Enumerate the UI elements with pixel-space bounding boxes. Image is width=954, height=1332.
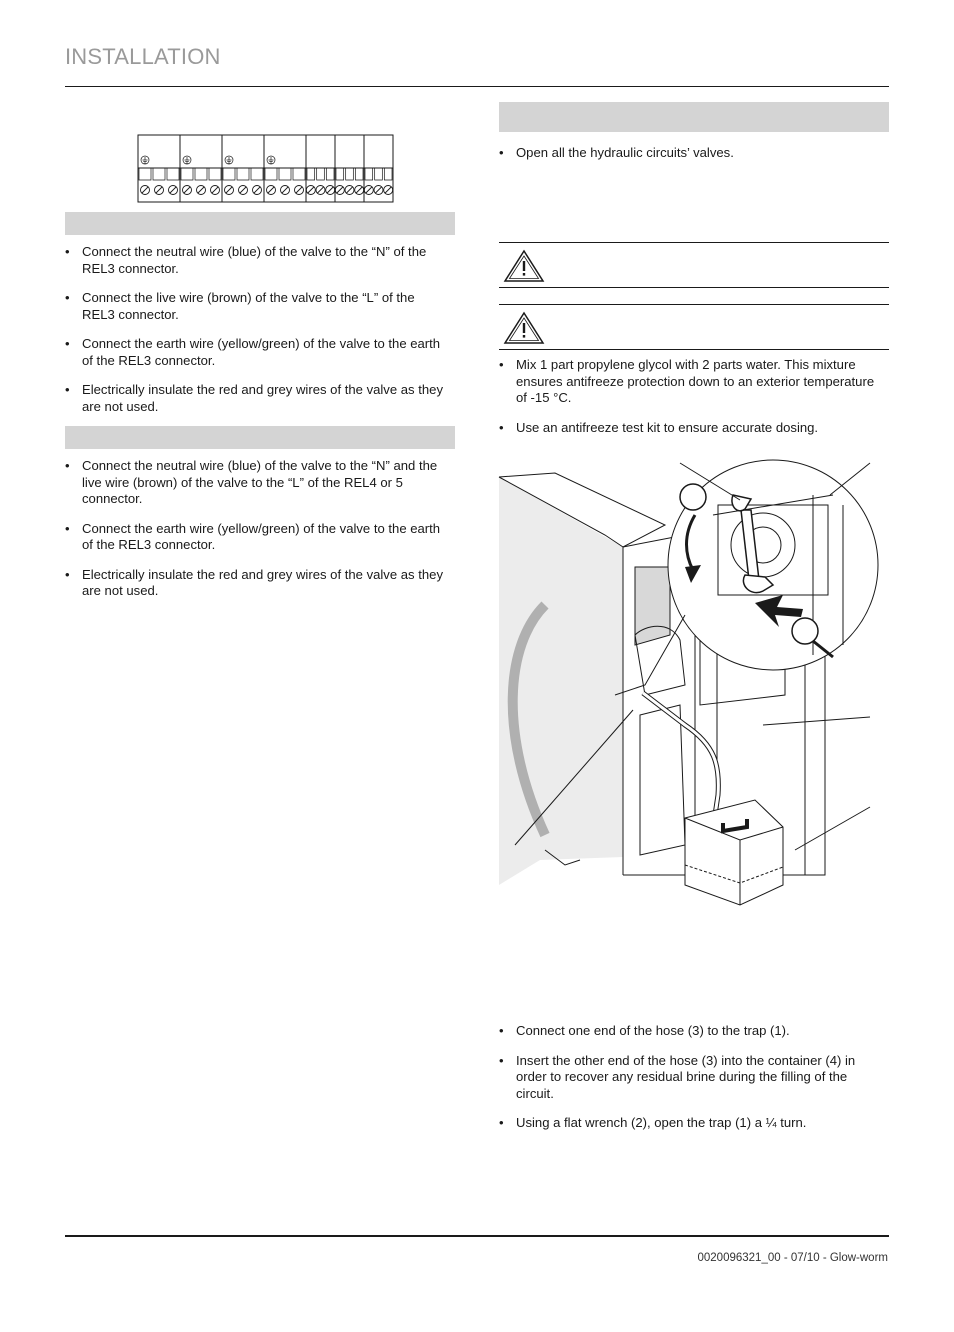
hose-list: [499, 1023, 879, 1145]
right-section1-list: [499, 145, 879, 175]
section-header-bar: [65, 212, 455, 235]
warning-triangle-icon: [503, 249, 545, 283]
heat-pump-drain-illustration: [485, 455, 885, 920]
list-item: • Connect the neutral wire (blue) of the valve to the “N” and the live wire (brown) of the valve to the “L” of the REL4 or 5 connector.: [65, 458, 450, 508]
glycol-list: [499, 357, 879, 449]
earth-symbol-icon: [267, 156, 275, 164]
earth-symbol-icon: [141, 156, 149, 164]
left-section1-list: [65, 244, 450, 428]
section-header-bar: [65, 426, 455, 449]
warning-triangle-icon: [503, 311, 545, 345]
list-item: • Open all the hydraulic circuits’ valves.: [499, 145, 879, 162]
header-rule: [65, 86, 889, 87]
warning-box: [499, 242, 889, 288]
list-item: • Connect one end of the hose (3) to the trap (1).: [499, 1023, 879, 1040]
page-title: INSTALLATION: [65, 44, 221, 69]
list-item: • Using a flat wrench (2), open the trap (1) a ¼ turn.: [499, 1115, 879, 1132]
earth-symbol-icon: [225, 156, 233, 164]
earth-symbol-icon: [183, 156, 191, 164]
footer-text: 0020096321_00 - 07/10 - Glow-worm: [697, 1252, 888, 1264]
terminal-block-diagram: [137, 134, 395, 204]
left-section2-list: [65, 458, 450, 613]
list-item: • Connect the neutral wire (blue) of the valve to the “N” of the REL3 connector.: [65, 244, 450, 277]
list-item: • Mix 1 part propylene glycol with 2 parts water. This mixture ensures antifreeze protection down to an exterior temperature of -15 °C.: [499, 357, 879, 407]
footer-rule: [65, 1235, 889, 1237]
list-item: • Electrically insulate the red and grey wires of the valve as they are not used.: [65, 567, 450, 600]
list-item: • Insert the other end of the hose (3) into the container (4) in order to recover any residual brine during the filling of the circuit.: [499, 1053, 879, 1103]
list-item: • Connect the earth wire (yellow/green) of the valve to the earth of the REL3 connector.: [65, 336, 450, 369]
list-item: • Connect the live wire (brown) of the valve to the “L” of the REL3 connector.: [65, 290, 450, 323]
warning-box: [499, 304, 889, 350]
list-item: • Connect the earth wire (yellow/green) of the valve to the earth of the REL3 connector.: [65, 521, 450, 554]
list-item: • Use an antifreeze test kit to ensure accurate dosing.: [499, 420, 879, 437]
list-item: • Electrically insulate the red and grey wires of the valve as they are not used.: [65, 382, 450, 415]
section-header-bar: [499, 102, 889, 132]
